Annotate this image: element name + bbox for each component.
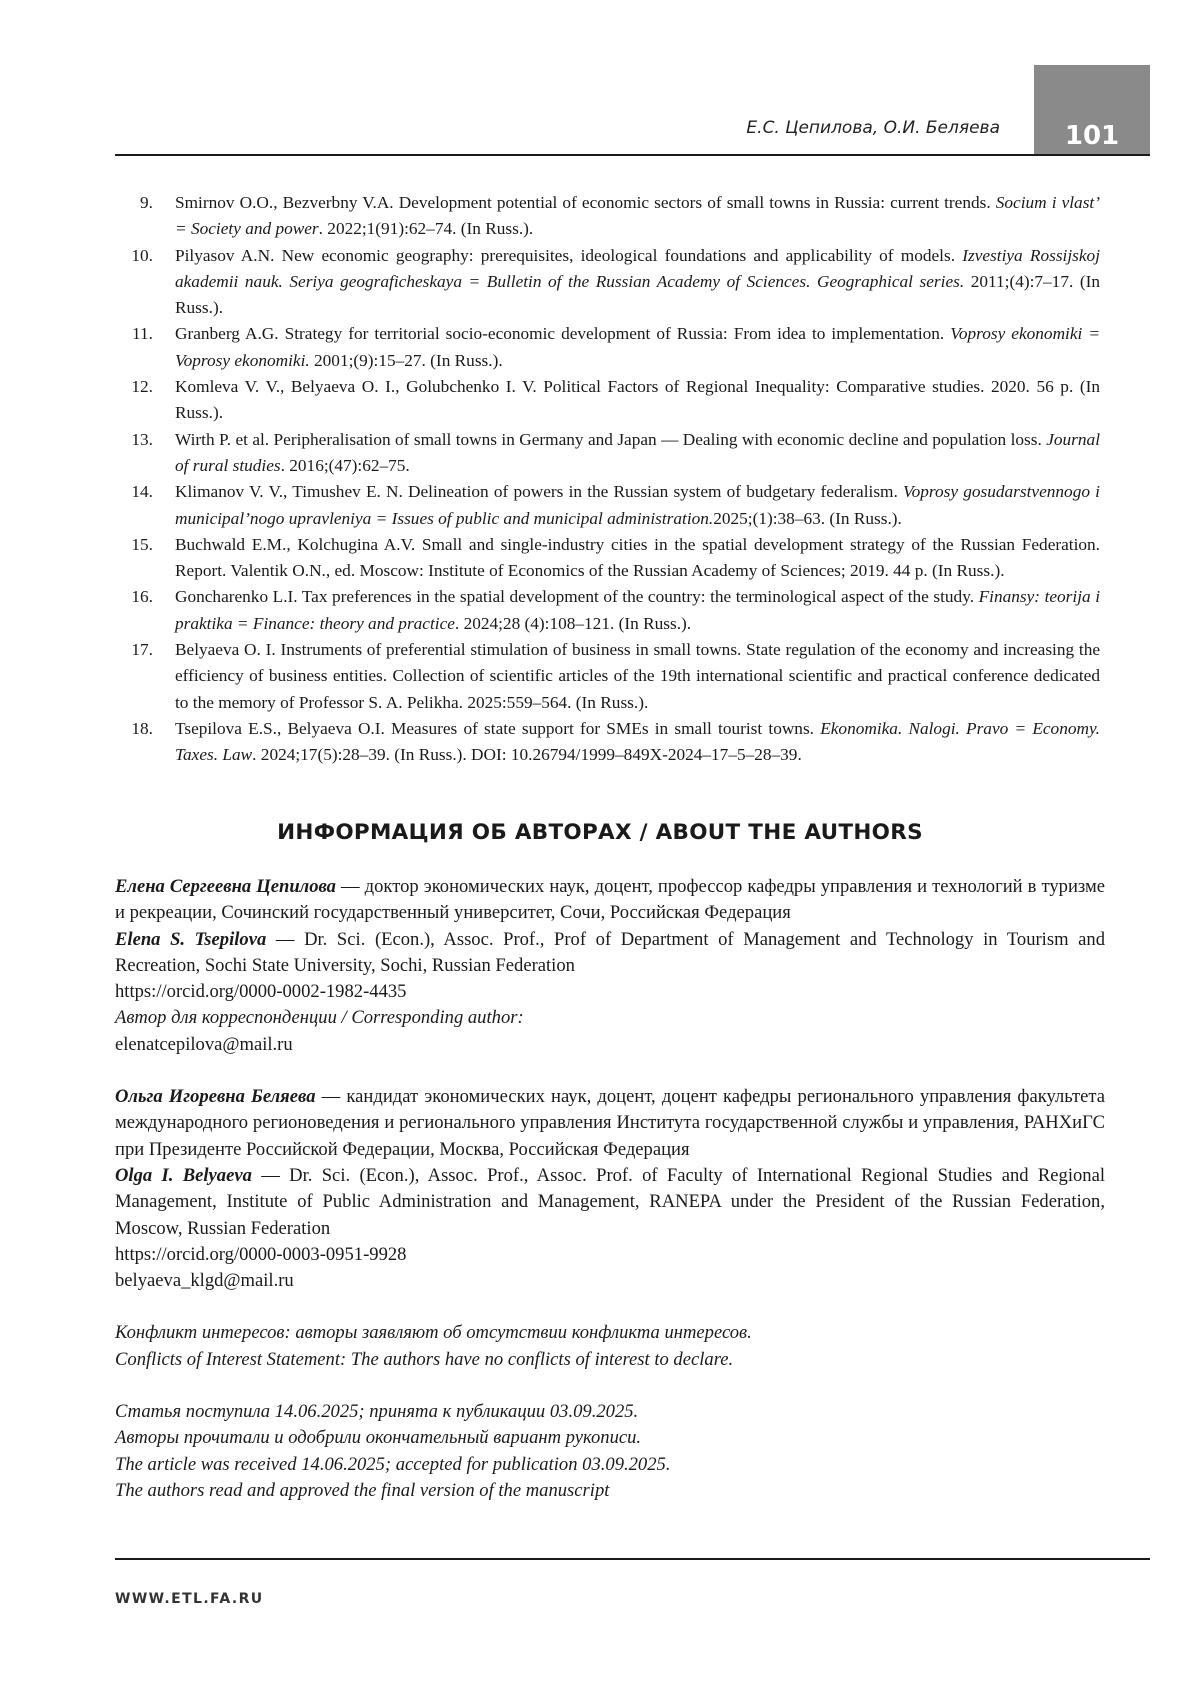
reference-journal: Izvestiya Rossijskoj akademii nauk. Seriya geograficheskaya = Bulletin of the Russian Academy of Sciences. Geographical series. <box>175 245 1100 291</box>
header-rule <box>115 154 1150 156</box>
reference-details: . 2024;17(5):28–39. (In Russ.). DOI: 10.26794/1999–849X-2024–17–5–28–39. <box>252 745 802 765</box>
reference-number: 18. <box>131 718 153 738</box>
reference-item <box>115 427 1100 480</box>
page-number: 101 <box>1034 65 1150 155</box>
corresponding-author-label: Автор для корреспонденции / Corresponding author: <box>115 1007 524 1029</box>
author2-name-en: Olga I. Belyaeva <box>115 1164 252 1186</box>
reference-journal: Ekonomika. Nalogi. Pravo = Economy. Taxes. Law <box>175 718 1100 765</box>
author1-bio-ru <box>115 874 1105 927</box>
author2-bio-ru-text: — кандидат экономических наук, доцент, доцент кафедры регионального управления факультета международного регионоведения и регионального управления Института государственной службы и управления, РАНХиГС при Президенте Российской Федерации, Москва, Российская Федерация <box>115 1086 1105 1160</box>
author1-bio-en-text: — Dr. Sci. (Econ.), Assoc. Prof., Prof of Department of Management and Technology in Tourism and Recreation, Sochi State University, Sochi, Russian Federation <box>115 928 1106 976</box>
reference-authors: Goncharenko L.I. Tax preferences in the spatial development of the country: the terminological aspect of the study. <box>175 587 979 607</box>
reference-item <box>115 637 1100 716</box>
reference-number: 12. <box>131 377 153 397</box>
reference-item <box>115 532 1100 585</box>
reference-number: 14. <box>131 482 153 502</box>
author1-name-ru: Елена Сергеевна Цепилова <box>115 876 336 897</box>
reference-authors: Belyaeva O. I. Instruments of preferential stimulation of business in small towns. State regulation of the economy and increasing the efficiency of business entities. Collection of scientific articles of the 19th international scientific and practical conference dedicated to the memory of Professor S. A. Pelikha. 2025:559–564. (In Russ.). <box>175 640 1100 712</box>
reference-item <box>115 716 1100 769</box>
reference-number: 10. <box>131 245 153 265</box>
reference-number: 11. <box>132 324 153 344</box>
section-heading: ИНФОРМАЦИЯ ОБ АВТОРАХ / ABOUT THE AUTHORS <box>277 820 923 845</box>
received-ru: Статья поступила 14.06.2025; принята к публикации 03.09.2025. <box>115 1401 639 1423</box>
author2-email[interactable]: belyaeva_klgd@mail.ru <box>115 1270 294 1292</box>
reference-journal: Voprosy gosudarstvennogo i municipal’nogo upravleniya = Issues of public and municipal administration. <box>175 482 1100 528</box>
footer-rule <box>115 1558 1150 1560</box>
reference-number: 17. <box>131 640 153 660</box>
conflicts-en: Conflicts of Interest Statement: The authors have no conflicts of interest to declare. <box>115 1348 734 1370</box>
reference-details: 2001;(9):15–27. (In Russ.). <box>309 350 503 370</box>
reference-list <box>115 190 1100 769</box>
reference-item <box>115 584 1100 637</box>
reference-item <box>115 374 1100 427</box>
reference-number: 15. <box>131 534 153 554</box>
approved-ru: Авторы прочитали и одобрили окончательный вариант рукописи. <box>115 1427 642 1449</box>
author1-email[interactable]: elenatcepilova@mail.ru <box>115 1033 293 1055</box>
author2-bio-en-text: — Dr. Sci. (Econ.), Assoc. Prof., Assoc. Prof. of Faculty of International Regional Studies and Regional Management, Institute of Public Administration and Management, RANEPA under the President of the Russian Federation, Moscow, Russian Federation <box>115 1164 1105 1239</box>
received-en: The article was received 14.06.2025; accepted for publication 03.09.2025. <box>115 1453 671 1475</box>
reference-authors: Smirnov O.O., Bezverbny V.A. Development potential of economic sectors of small towns in Russia: current trends. <box>175 193 996 212</box>
authors-info <box>115 874 1105 1504</box>
journal-url[interactable]: WWW.ETL.FA.RU <box>115 1591 264 1607</box>
reference-authors: Tsepilova E.S., Belyaeva O.I. Measures of state support for SMEs in small tourist towns. <box>175 718 821 738</box>
reference-details: 2025;(1):38–63. (In Russ.). <box>713 508 902 528</box>
reference-details: 2011;(4):7–17. (In Russ.). <box>175 271 1100 318</box>
reference-item <box>115 321 1100 374</box>
reference-authors: Buchwald E.M., Kolchugina A.V. Small and single-industry cities in the spatial development strategy of the Russian Federation. Report. Valentik O.N., ed. Moscow: Institute of Economics of the Russian Academy of Sciences; 2019. 44 p. (In Russ.). <box>175 534 1100 581</box>
reference-item <box>115 479 1100 532</box>
reference-details: . 2022;1(91):62–74. (In Russ.). <box>318 219 534 239</box>
reference-journal: Voprosy ekonomiki = Voprosy ekonomiki. <box>175 324 1101 370</box>
reference-number: 13. <box>131 429 153 449</box>
author1-name-en: Elena S. Tsepilova <box>115 928 267 950</box>
conflicts-ru: Конфликт интересов: авторы заявляют об отсутствии конфликта интересов. <box>115 1322 752 1344</box>
reference-authors: Granberg A.G. Strategy for territorial socio-economic development of Russia: From idea to implementation. <box>175 324 951 344</box>
reference-authors: Pilyasov A.N. New economic geography: prerequisites, ideological foundations and applicability of models. <box>175 245 963 265</box>
reference-journal: Journal of rural studies <box>175 429 1100 475</box>
reference-authors: Klimanov V. V., Timushev E. N. Delineation of powers in the Russian system of budgetary federalism. <box>175 482 904 502</box>
reference-number: 9. <box>140 193 153 212</box>
author1-bio-ru-text: — доктор экономических наук, доцент, профессор кафедры управления и технологий в туризме и рекреации, Сочинский государственный университет, Сочи, Российская Федерация <box>115 876 1105 924</box>
reference-journal: Finansy: teorija i praktika = Finance: theory and practice <box>175 587 1101 633</box>
running-head: Е.С. Цепилова, О.И. Беляева <box>746 118 1000 138</box>
approved-en: The authors read and approved the final version of the manuscript <box>115 1479 610 1501</box>
author1-bio-en <box>115 927 1105 980</box>
author2-bio-en <box>115 1163 1105 1242</box>
reference-number: 16. <box>131 587 153 607</box>
reference-item <box>115 190 1100 243</box>
author2-name-ru: Ольга Игоревна Беляева <box>115 1086 316 1108</box>
reference-authors: Komleva V. V., Belyaeva O. I., Golubchenko I. V. Political Factors of Regional Inequality: Comparative studies. 2020. 56 p. (In Russ.). <box>175 377 1100 423</box>
author2-bio-ru <box>115 1084 1105 1163</box>
reference-journal: Socium i vlast’ = Society and power <box>175 193 1100 239</box>
reference-details: . 2024;28 (4):108–121. (In Russ.). <box>454 613 692 633</box>
reference-details: . 2016;(47):62–75. <box>280 455 410 475</box>
author1-orcid[interactable]: https://orcid.org/0000-0002-1982-4435 <box>115 981 407 1003</box>
author2-orcid[interactable]: https://orcid.org/0000-0003-0951-9928 <box>115 1243 407 1265</box>
reference-authors: Wirth P. et al. Peripheralisation of small towns in Germany and Japan — Dealing with economic decline and population loss. <box>175 429 1047 449</box>
reference-item <box>115 243 1100 322</box>
